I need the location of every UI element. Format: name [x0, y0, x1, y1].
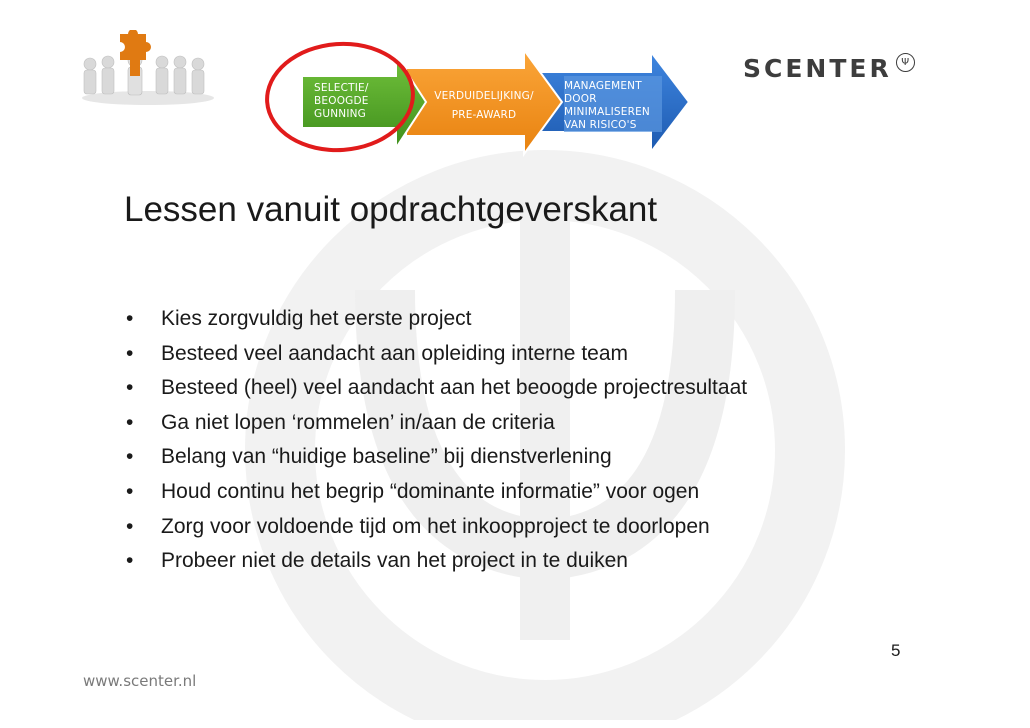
list-item — [126, 544, 747, 579]
bullet-text: Besteed veel aandacht aan opleiding interne team — [161, 341, 629, 365]
list-item — [126, 406, 747, 441]
step-line: MINIMALISEREN — [564, 106, 650, 118]
website-url[interactable]: www.scenter.nl — [83, 672, 197, 690]
list-item — [126, 371, 747, 406]
bullet-symbol: • — [126, 479, 134, 503]
bullet-symbol: • — [126, 549, 134, 573]
step-line: PRE-AWARD — [451, 109, 517, 121]
bullet-text: Kies zorgvuldig het eerste project — [161, 307, 472, 330]
bullet-symbol: • — [126, 307, 134, 330]
list-item — [126, 475, 747, 510]
brand-name: SCENTER — [743, 54, 892, 83]
process-step-management — [564, 80, 662, 132]
bullet-text: Ga niet lopen ‘rommelen’ in/aan de criteria — [161, 410, 555, 434]
trident-icon: Ψ — [896, 53, 915, 72]
step-line: GUNNING — [314, 108, 367, 120]
bullet-text: Belang van “huidige baseline” bij dienstverlening — [161, 445, 612, 469]
bullet-list — [126, 302, 747, 579]
puzzle-people-logo-icon — [78, 30, 218, 110]
list-item — [126, 510, 747, 545]
bullet-symbol: • — [126, 445, 134, 469]
bullet-text: Probeer niet de details van het project in te duiken — [161, 549, 628, 573]
step-line: MANAGEMENT — [564, 80, 642, 92]
page-number: 5 — [891, 641, 901, 660]
bullet-symbol: • — [126, 376, 134, 400]
bullet-symbol: • — [126, 341, 134, 365]
bullet-text: Houd continu het begrip “dominante informatie” voor ogen — [161, 479, 700, 503]
step-line: SELECTIE/ — [314, 82, 369, 94]
list-item — [126, 337, 747, 372]
bullet-symbol: • — [126, 514, 134, 538]
step-line: BEOOGDE — [314, 95, 369, 107]
bullet-symbol: • — [126, 410, 134, 434]
list-item — [126, 302, 747, 337]
list-item — [126, 440, 747, 475]
process-step-verduidelijking — [429, 90, 539, 122]
slide-title: Lessen vanuit opdrachtgeverskant — [124, 190, 658, 229]
bullet-text: Zorg voor voldoende tijd om het inkoopproject te doorlopen — [161, 514, 710, 538]
scenter-logo — [743, 52, 915, 86]
bullet-text: Besteed (heel) veel aandacht aan het beoogde projectresultaat — [161, 376, 748, 400]
step-line: DOOR — [564, 93, 597, 105]
step-line: VAN RISICO'S — [564, 119, 637, 131]
step-line: VERDUIDELIJKING/ — [434, 90, 534, 102]
